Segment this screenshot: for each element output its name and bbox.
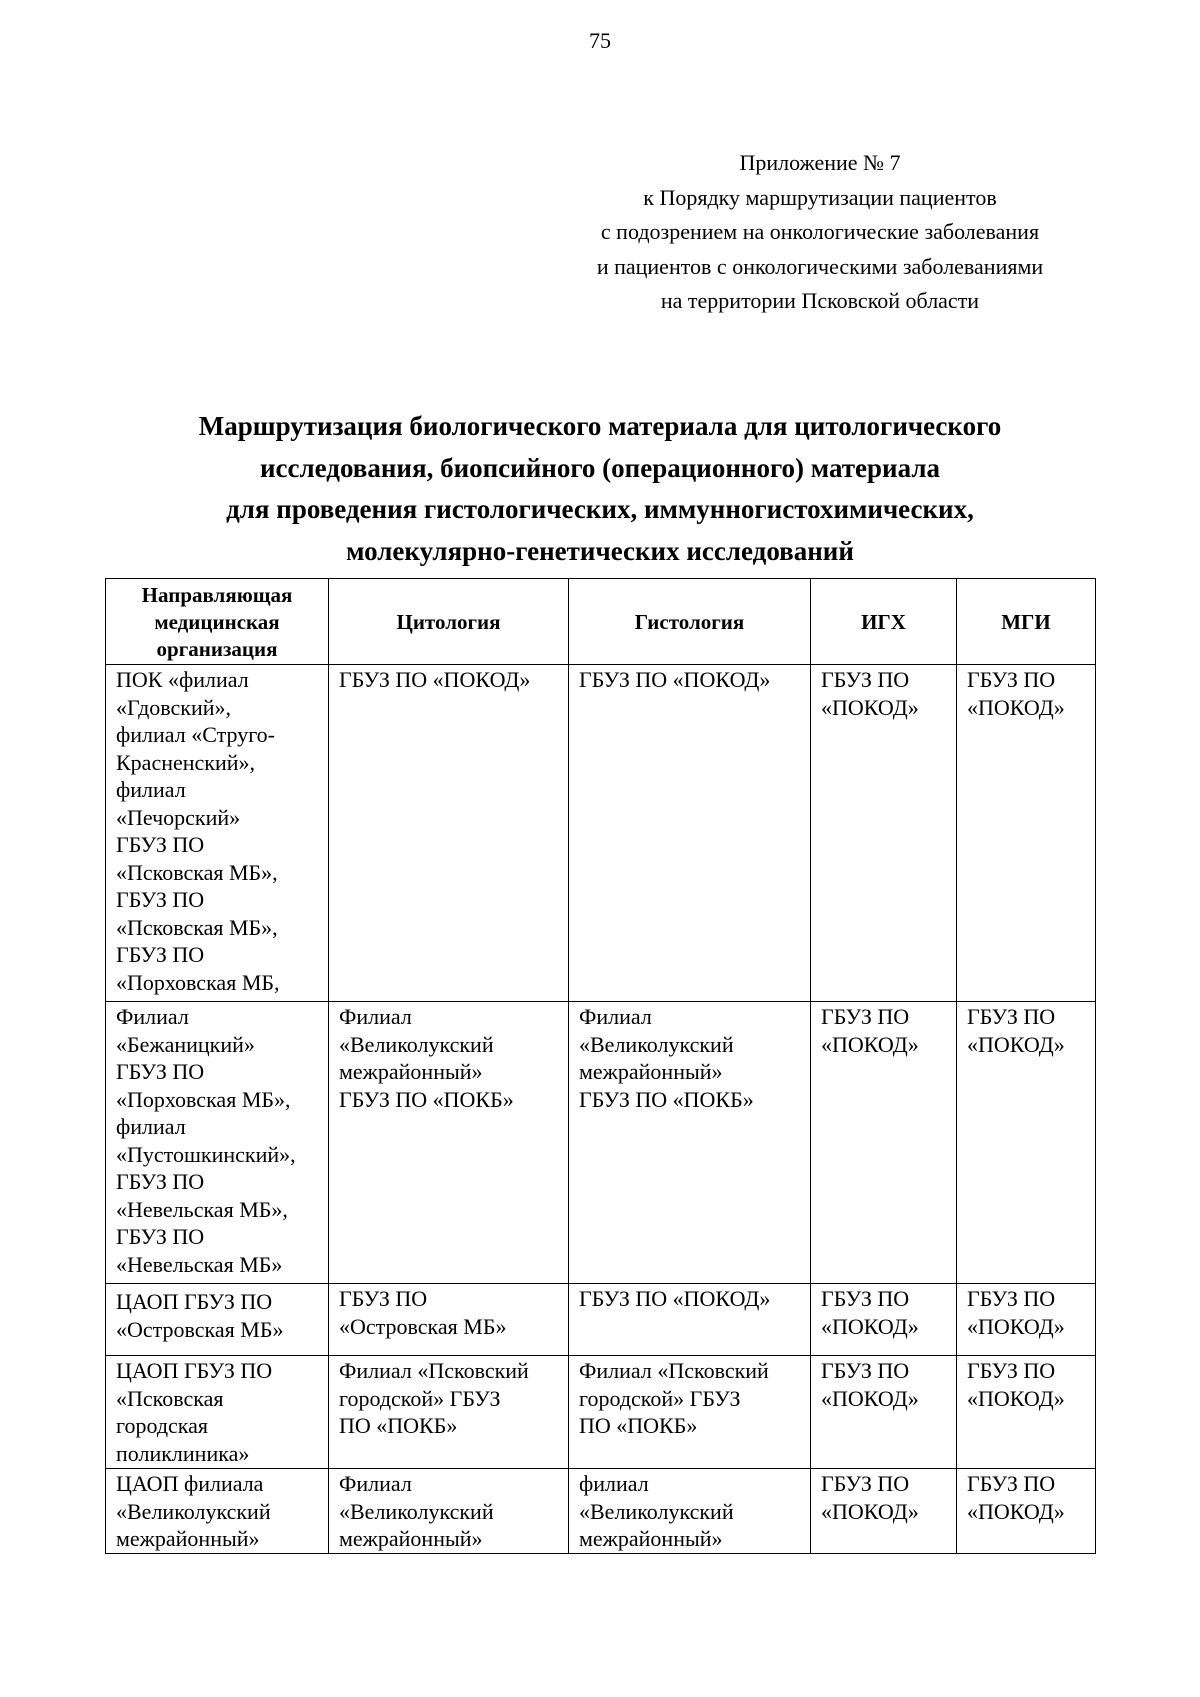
cell-line: ГБУЗ ПО (821, 1004, 910, 1029)
cell-line: «Порховская МБ, (116, 969, 280, 995)
cell-line: Филиал «Псковский (579, 1358, 769, 1383)
cell-line: межрайонный» (579, 1526, 723, 1551)
cell-histology (569, 1002, 811, 1284)
cell-line: ГБУЗ ПО «ПОКОД» (579, 1286, 771, 1311)
cell-referring-organization (106, 1356, 329, 1469)
appendix-line: к Порядку маршрутизации пациентов (643, 184, 997, 210)
cell-line: Красненский», (116, 749, 256, 775)
cell-line: ПОК «филиал (116, 667, 249, 692)
cell-line: «ПОКОД» (967, 1498, 1065, 1524)
cell-histology (569, 1469, 811, 1554)
cell-line: Филиал «Псковский (339, 1358, 529, 1383)
cell-line: «ПОКОД» (967, 1031, 1065, 1057)
document-title (0, 406, 1200, 572)
header-line: Направляющая (141, 582, 293, 607)
cell-line: «Гдовский», (116, 694, 232, 720)
cell-line: поликлиника» (116, 1440, 250, 1466)
page-number: 75 (589, 28, 611, 53)
cell-line: ГБУЗ ПО (116, 942, 205, 967)
cell-line: «Псковская (116, 1385, 224, 1411)
cell-referring-organization (106, 1469, 329, 1554)
title-line: исследования, биопсийного (операционного) материала (259, 452, 940, 483)
cell-mgi (957, 1469, 1096, 1554)
title-line: молекулярно-генетических исследований (346, 535, 854, 566)
cell-cytology (329, 1469, 569, 1554)
cell-line: филиал «Струго- (116, 722, 275, 747)
header-line: Гистология (634, 609, 745, 634)
cell-cytology (329, 1356, 569, 1469)
table-row (106, 1002, 1096, 1284)
cell-line: «Великолукский (339, 1498, 494, 1524)
cell-line: ГБУЗ ПО (821, 1358, 910, 1383)
cell-line: «Невельская МБ», (116, 1196, 288, 1222)
cell-line: ЦАОП ГБУЗ ПО (116, 1358, 273, 1383)
title-line: для проведения гистологических, иммунногистохимических, (226, 494, 974, 524)
cell-line: ЦАОП филиала (116, 1471, 264, 1496)
cell-line: «Бежаницкий» (116, 1031, 255, 1057)
cell-line: «Великолукский (116, 1498, 271, 1524)
cell-line: городская (116, 1413, 209, 1438)
cell-line: «ПОКОД» (821, 694, 919, 720)
cell-line: «Великолукский (579, 1031, 734, 1057)
cell-mgi (957, 665, 1096, 1002)
cell-referring-organization (106, 1002, 329, 1284)
header-histology (569, 579, 811, 665)
cell-referring-organization (106, 665, 329, 1002)
cell-mgi (957, 1002, 1096, 1284)
cell-line: ГБУЗ ПО (967, 1471, 1056, 1496)
cell-line: «ПОКОД» (967, 1313, 1065, 1339)
cell-ihc (811, 665, 957, 1002)
cell-line: межрайонный» (339, 1526, 483, 1551)
cell-cytology (329, 665, 569, 1002)
appendix-line: Приложение № 7 (739, 150, 901, 175)
cell-line: Филиал (339, 1004, 412, 1029)
cell-line: «Порховская МБ», (116, 1086, 291, 1112)
table-row (106, 665, 1096, 1002)
cell-line: «Великолукский (579, 1498, 734, 1524)
cell-histology (569, 1356, 811, 1469)
cell-line: ГБУЗ ПО (967, 1358, 1056, 1383)
header-ihc (811, 579, 957, 665)
cell-line: «Пустошкинский», (116, 1141, 296, 1167)
cell-line: межрайонный» (579, 1059, 723, 1084)
cell-line: ГБУЗ ПО (967, 1004, 1056, 1029)
cell-line: «Невельская МБ» (116, 1251, 283, 1277)
cell-line: городской» ГБУЗ (339, 1385, 501, 1411)
cell-line: «Печорский» (116, 804, 241, 830)
cell-ihc (811, 1469, 957, 1554)
cell-line: ГБУЗ ПО (116, 1169, 205, 1194)
header-line: организация (156, 636, 278, 661)
cell-line: ГБУЗ ПО «ПОКОД» (579, 667, 771, 692)
cell-line: филиал (116, 1114, 186, 1139)
cell-histology (569, 1284, 811, 1356)
cell-line: ГБУЗ ПО (967, 667, 1056, 692)
cell-line: ПО «ПОКБ» (339, 1413, 458, 1438)
cell-line: ЦАОП ГБУЗ ПО (116, 1289, 273, 1314)
header-line: МГИ (1001, 609, 1051, 634)
table-row (106, 1284, 1096, 1356)
cell-referring-organization (106, 1284, 329, 1356)
cell-histology (569, 665, 811, 1002)
cell-line: филиал (116, 777, 186, 802)
cell-line: «ПОКОД» (967, 1385, 1065, 1411)
cell-line: ГБУЗ ПО (821, 667, 910, 692)
cell-line: ГБУЗ ПО (821, 1471, 910, 1496)
header-cytology (329, 579, 569, 665)
cell-line: «ПОКОД» (821, 1385, 919, 1411)
cell-line: ГБУЗ ПО «ПОКБ» (579, 1086, 754, 1112)
appendix-line: на территории Псковской области (660, 288, 980, 313)
header-line: Цитология (396, 609, 501, 634)
header-row (106, 579, 1096, 665)
title-line: Маршрутизация биологического материала для цитологического (198, 411, 1002, 441)
cell-line: «Островская МБ» (116, 1316, 284, 1342)
appendix-line: с подозрением на онкологические заболевания (600, 219, 1040, 244)
header-line: ИГХ (861, 609, 906, 634)
table-row (106, 1469, 1096, 1554)
appendix-reference (560, 146, 1080, 319)
header-mgi (957, 579, 1096, 665)
cell-line: ГБУЗ ПО (967, 1286, 1056, 1311)
cell-mgi (957, 1356, 1096, 1469)
cell-line: ГБУЗ ПО (116, 887, 205, 912)
cell-ihc (811, 1284, 957, 1356)
cell-line: межрайонный» (339, 1059, 483, 1084)
cell-line: «ПОКОД» (967, 694, 1065, 720)
cell-line: ПО «ПОКБ» (579, 1413, 698, 1438)
cell-line: «Псковская МБ», (116, 914, 278, 940)
cell-line: ГБУЗ ПО (116, 832, 205, 857)
appendix-line: и пациентов с онкологическими заболеваниями (596, 253, 1044, 279)
cell-ihc (811, 1356, 957, 1469)
cell-ihc (811, 1002, 957, 1284)
cell-line: «Великолукский (339, 1031, 494, 1057)
cell-line: Филиал (339, 1471, 412, 1496)
cell-line: «Псковская МБ», (116, 859, 278, 885)
cell-line: ГБУЗ ПО (339, 1286, 428, 1311)
cell-line: филиал (579, 1471, 649, 1496)
cell-cytology (329, 1284, 569, 1356)
cell-line: ГБУЗ ПО (116, 1059, 205, 1084)
cell-line: городской» ГБУЗ (579, 1385, 741, 1411)
cell-line: «Островская МБ» (339, 1313, 507, 1339)
cell-line: ГБУЗ ПО «ПОКОД» (339, 667, 531, 692)
cell-cytology (329, 1002, 569, 1284)
cell-line: ГБУЗ ПО (821, 1286, 910, 1311)
cell-line: «ПОКОД» (821, 1498, 919, 1524)
cell-line: «ПОКОД» (821, 1031, 919, 1057)
cell-mgi (957, 1284, 1096, 1356)
header-referring-organization (106, 579, 329, 665)
cell-line: межрайонный» (116, 1526, 260, 1551)
cell-line: «ПОКОД» (821, 1313, 919, 1339)
cell-line: ГБУЗ ПО «ПОКБ» (339, 1086, 514, 1112)
cell-line: Филиал (579, 1004, 652, 1029)
cell-line: Филиал (116, 1004, 189, 1029)
table-row (106, 1356, 1096, 1469)
routing-table (105, 578, 1096, 1554)
cell-line: ГБУЗ ПО (116, 1224, 205, 1249)
header-line: медицинская (154, 609, 280, 634)
